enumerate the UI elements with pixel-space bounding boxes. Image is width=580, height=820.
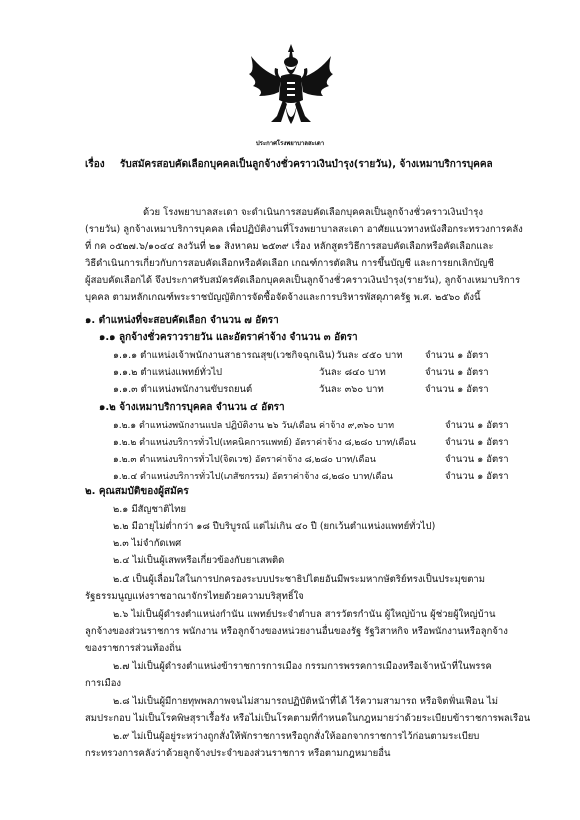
qualification-item: ๒.๔ ไม่เป็นผู้เสพหรือเกี่ยวข้องกับยาเสพติด <box>113 555 285 566</box>
qualification-item: ลูกจ้างของส่วนราชการ พนักงาน หรือลูกจ้างของหน่วยงานอื่นของรัฐ รัฐวิสาหกิจ หรือพนักงานหรือลูกจ้าง <box>85 626 508 637</box>
qualification-item: ของราชการส่วนท้องถิ่น <box>85 643 182 654</box>
position-name: ๑.๑.๑ ตำแหน่งเจ้าพนักงานสาธารณสุข(เวชกิจฉุกเฉิน) <box>113 350 335 361</box>
section2-heading: ๒. คุณสมบัติของผู้สมัคร <box>85 486 189 497</box>
position-rate: วันละ ๘๔๐ บาท <box>319 367 386 378</box>
subject-text: รับสมัครสอบคัดเลือกบุคคลเป็นลูกจ้างชั่วคราวเงินบำรุง(รายวัน), จ้างเหมาบริการบุคคล <box>120 159 493 170</box>
position-name: ๑.๑.๒ ตำแหน่งแพทย์ทั่วไป <box>113 367 223 378</box>
qualification-item: ๒.๒ มีอายุไม่ต่ำกว่า ๑๘ ปีบริบูรณ์ แต่ไม่เกิน ๔๐ ปี (ยกเว้นตำแหน่งแพทย์ทั่วไป) <box>113 521 436 532</box>
intro-line: (รายวัน) ลูกจ้างเหมาบริการบุคคล เพื่อปฏิบัติงานที่โรงพยาบาลสะเดา อาศัยแนวทางหนังสือกระทรวงการคลัง <box>85 224 523 235</box>
position-rate: วันละ ๔๕๐ บาท <box>336 350 403 361</box>
intro-line: ผู้สอบคัดเลือกได้ จึงประกาศรับสมัครคัดเลือกบุคคลเป็นลูกจ้างชั่วคราวเงินบำรุง(รายวัน), ลูกจ้างเหมาบริการ <box>85 275 521 286</box>
qualification-item: ๒.๖ ไม่เป็นผู้ดำรงตำแหน่งกำนัน แพทย์ประจำตำบล สารวัตรกำนัน ผู้ใหญ่บ้าน ผู้ช่วยผู้ใหญ่บ้าน <box>113 609 496 620</box>
service-count: จำนวน ๑ อัตรา <box>445 454 509 465</box>
qualification-item: ๒.๕ เป็นผู้เลื่อมใสในการปกครองระบบประชาธิปไตยอันมีพระมหากษัตริย์ทรงเป็นประมุขตาม <box>113 574 486 585</box>
service-count: จำนวน ๑ อัตรา <box>445 437 509 448</box>
qualification-item: ๒.๗ ไม่เป็นผู้ดำรงตำแหน่งข้าราชการการเมือง กรรมการพรรคการเมืองหรือเจ้าหน้าที่ในพรรค <box>113 661 492 672</box>
qualification-item: สมประกอบ ไม่เป็นโรคพิษสุราเรื้อรัง หรือไม่เป็นโรคตามที่กำหนดในกฎหมายว่าด้วยระเบียบข้าราชการพลเรือน <box>85 713 531 724</box>
service-position: ๑.๒.๓ ตำแหน่งบริการทั่วไป(จิตเวช) อัตราค่าจ้าง ๘,๒๘๐ บาท/เดือน <box>113 455 376 465</box>
announcement-title: ประกาศโรงพยาบาลสะเดา <box>255 140 325 147</box>
qualification-item: กระทรวงการคลังว่าด้วยลูกจ้างประจำของส่วนราชการ หรือตามกฎหมายอื่น <box>85 748 391 759</box>
intro-line: วิธีดำเนินการเกี่ยวกับการสอบคัดเลือกหรือคัดเลือก เกณฑ์การตัดสิน การขึ้นบัญชี และการยกเลิกบัญชี <box>85 258 494 269</box>
position-count: จำนวน ๑ อัตรา <box>425 350 489 361</box>
position-name: ๑.๑.๓ ตำแหน่งพนักงานขับรถยนต์ <box>113 384 253 395</box>
service-position: ๑.๒.๒ ตำแหน่งบริการทั่วไป(เทคนิคการแพทย์) อัตราค่าจ้าง ๘,๒๘๐ บาท/เดือน <box>113 438 416 448</box>
service-position: ๑.๒.๔ ตำแหน่งบริการทั่วไป(เภสัชกรรม) อัตราค่าจ้าง ๘,๒๘๐ บาท/เดือน <box>113 472 393 482</box>
section1-heading: ๑. ตำแหน่งที่จะสอบคัดเลือก จำนวน ๗ อัตรา <box>85 315 279 326</box>
subject-label: เรื่อง <box>85 159 105 170</box>
intro-line: ด้วย โรงพยาบาลสะเดา จะดำเนินการสอบคัดเลือกบุคคลเป็นลูกจ้างชั่วคราวเงินบำรุง <box>143 207 483 218</box>
qualification-item: รัฐธรรมนูญแห่งราชอาณาจักรไทยด้วยความบริสุทธิ์ใจ <box>85 591 304 602</box>
qualification-item: การเมือง <box>85 678 122 689</box>
intro-line: บุคคล ตามหลักเกณฑ์พระราชบัญญัติการจัดซื้อจัดจ้างและการบริหารพัสดุภาครัฐ พ.ศ. ๒๕๖๐ ดังนี้ <box>85 292 481 303</box>
qualification-item: ๒.๙ ไม่เป็นผู้อยู่ระหว่างถูกสั่งให้พักราชการหรือถูกสั่งให้ออกจากราชการไว้ก่อนตามระเบียบ <box>113 731 480 742</box>
section1-2-heading: ๑.๒ จ้างเหมาบริการบุคคล จำนวน ๔ อัตรา <box>99 402 285 413</box>
qualification-item: ๒.๘ ไม่เป็นผู้มีกายทุพพลภาพจนไม่สามารถปฏิบัติหน้าที่ได้ ไร้ความสามารถ หรือจิตฟั่นเฟือน ไม่ <box>113 696 499 707</box>
intro-line: ที่ กค ๐๕๒๗.๖/๑๐๔๔ ลงวันที่ ๒๑ สิงหาคม ๒๕๓๙ เรื่อง หลักสูตรวิธีการสอบคัดเลือกหรือคัดเลือกและ <box>85 241 494 252</box>
service-count: จำนวน ๑ อัตรา <box>445 471 509 482</box>
position-count: จำนวน ๑ อัตรา <box>425 367 489 378</box>
service-position: ๑.๒.๑ ตำแหน่งพนักงานแปล ปฏิบัติงาน ๒๖ วัน/เดือน ค่าจ้าง ๙,๓๖๐ บาท <box>113 421 395 431</box>
position-rate: วันละ ๓๖๐ บาท <box>319 384 384 395</box>
position-count: จำนวน ๑ อัตรา <box>425 384 489 395</box>
section1-1-heading: ๑.๑ ลูกจ้างชั่วคราวรายวัน และอัตราค่าจ้าง จำนวน ๓ อัตรา <box>99 332 358 343</box>
garuda-emblem-icon <box>247 42 335 134</box>
qualification-item: ๒.๓ ไม่จำกัดเพศ <box>113 538 182 549</box>
service-count: จำนวน ๑ อัตรา <box>445 420 509 431</box>
qualification-item: ๒.๑ มีสัญชาติไทย <box>113 504 187 515</box>
